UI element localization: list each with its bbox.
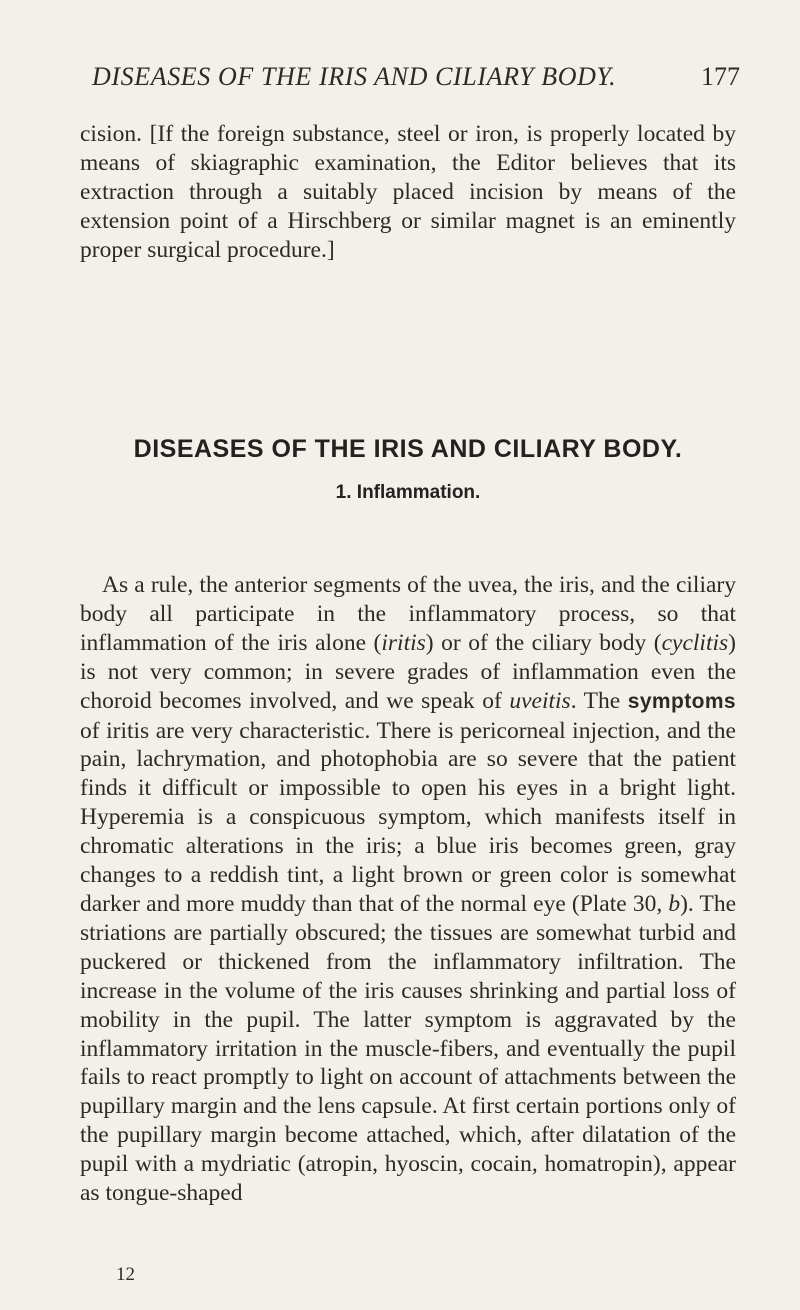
term-iritis: iritis <box>381 629 426 656</box>
plate-reference-letter: b <box>668 890 681 917</box>
term-uveitis: uveitis <box>509 687 571 714</box>
term-cyclitis: cyclitis <box>661 629 729 656</box>
intro-paragraph: cision. [If the foreign substance, steel or iron, is properly located by means of skiagraphic examination, the Editor believes that its extraction through a suitably placed incision by means of the extension point of a Hirschberg or similar magnet is an eminently proper surgical procedure.] <box>80 121 736 263</box>
text-run: ) or of the ciliary body ( <box>425 629 662 656</box>
page-number: 177 <box>701 62 740 91</box>
main-paragraph <box>80 571 736 1208</box>
text-run: As a rule, the anterior segments of the uvea, the iris, and the ciliary body all participate in the inflammatory process, so that inflammation of the iris alone ( <box>80 572 736 656</box>
text-run: of iritis are very characteristic. There is pericorneal injection, and the pain, lachrymation, and photophobia are so severe that the patient finds it difficult or impossible to open his eyes in a bright light. Hyperemia is a conspicuous symptom, which manifests itself in chromatic alterations in the iris; a blue iris becomes green, gray changes to a reddish tint, a light brown or green color is somewhat darker and more muddy than that of the normal eye (Plate 30, <box>80 717 736 917</box>
text-run: . The <box>570 687 628 714</box>
running-head <box>92 62 740 96</box>
subsection-heading: 1. Inflammation. <box>335 482 481 503</box>
text-run: ). The striations are partially obscured; the tissues are somewhat turbid and puckered or thickened from the inflammatory infiltration. The increase in the volume of the iris causes shrinking and partial loss of mobility in the pupil. The latter symptom is aggravated by the inflammatory irritation in the muscle-fibers, and eventually the pupil fails to react promptly to light on account of attachments between the pupillary margin and the lens capsule. At first certain portions only of the pupillary margin become attached, which, after dilatation of the pupil with a mydriatic (atropin, hyoscin, cocain, homatropin), appear as tongue-shaped <box>80 890 736 1207</box>
text-run: ) is not very common; in severe grades of inflammation even the choroid becomes involved, and we speak of <box>80 629 736 714</box>
term-symptoms: symptoms <box>627 689 736 713</box>
signature-mark: 12 <box>116 1264 135 1285</box>
running-head-title: DISEASES OF THE IRIS AND CILIARY BODY. <box>92 62 617 91</box>
section-heading: DISEASES OF THE IRIS AND CILIARY BODY. <box>133 435 683 463</box>
